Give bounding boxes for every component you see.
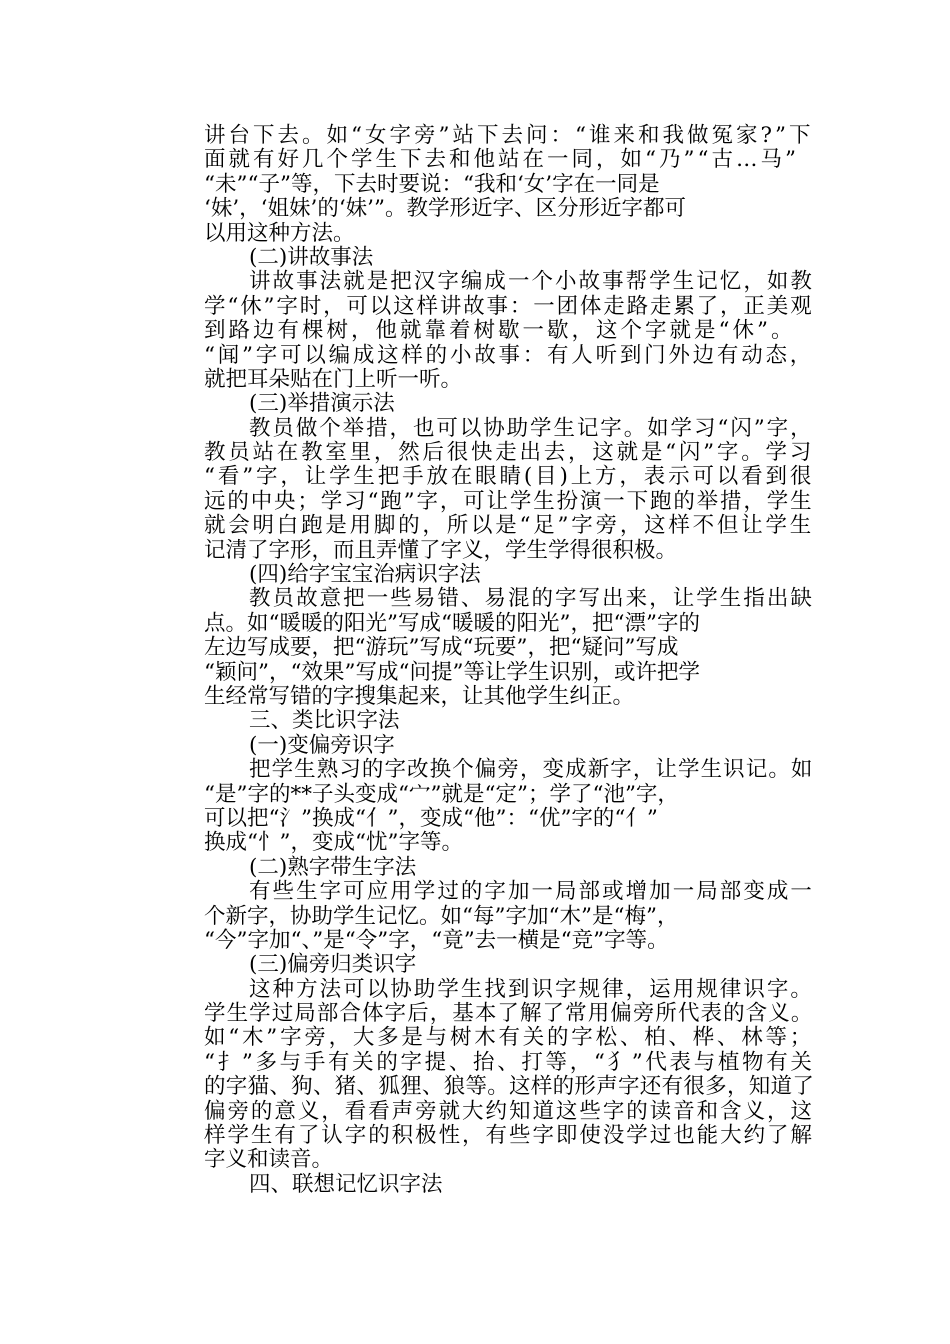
- text-line: 远的中央；学习“跑”字，可让学生扮演一下跑的举措，学生: [204, 488, 814, 514]
- text-line: 这种方法可以协助学生找到识字规律，运用规律识字。: [249, 976, 814, 1002]
- text-line: 生经常写错的字搜集起来，让其他学生纠正。: [204, 683, 635, 709]
- body-text: [204, 124, 814, 1197]
- section-heading: (三)偏旁归类识字: [249, 952, 417, 978]
- text-line: 的字猫、狗、猪、狐狸、狼等。这样的形声字还有很多，知道了: [204, 1074, 815, 1100]
- text-line: 学“休”字时，可以这样讲故事：一团体走路走累了，正美观: [204, 293, 814, 319]
- section-heading: (二)熟字带生字法: [249, 854, 417, 880]
- text-line: 以用这种方法。: [204, 220, 355, 246]
- text-line: 记清了字形，而且弄懂了字义，学生学得很积极。: [204, 537, 678, 563]
- text-line: 就把耳朵贴在门上听一听。: [204, 366, 463, 392]
- text-line: 字义和读音。: [204, 1147, 334, 1173]
- text-line: 到路边有棵树，他就靠着树歇一歇，这个字就是“休”。: [204, 318, 796, 344]
- text-line: “未”“子”等，下去时要说：“我和‘女’字在一同是: [204, 171, 660, 197]
- text-line: “看”字，让学生把手放在眼睛(目)上方，表示可以看到很: [204, 464, 815, 490]
- text-line: ‘妹’，‘姐妹’的‘妹’”。教学形近字、区分形近字都可: [204, 196, 686, 222]
- text-line: 教员故意把一些易错、易混的字写出来，让学生指出缺: [249, 586, 814, 612]
- section-heading: (四)给字宝宝治病识字法: [249, 562, 481, 588]
- text-line: 教员做个举措，也可以协助学生记字。如学习“闪”字，: [249, 415, 814, 441]
- text-line: 换成“忄”，变成“忧”字等。: [204, 830, 463, 856]
- text-line: 样学生有了认字的积极性，有些字即使没学过也能大约了解: [204, 1123, 814, 1149]
- text-line: 学生学过局部合体字后，基本了解了常用偏旁所代表的含义。: [204, 1001, 814, 1027]
- section-heading: (三)举措演示法: [249, 391, 395, 417]
- text-line: 偏旁的意义，看看声旁就大约知道这些字的读音和含义，这: [204, 1098, 814, 1124]
- text-line: 就会明白跑是用脚的，所以是“足”字旁，这样不但让学生: [204, 513, 815, 539]
- chapter-heading: 三、类比识字法: [249, 708, 400, 734]
- chapter-heading: 四、联想记忆识字法: [249, 1171, 443, 1197]
- section-heading: (二)讲故事法: [249, 244, 374, 270]
- text-line: 面就有好几个学生下去和他站在一同，如“乃”“古…马”: [204, 147, 799, 173]
- text-line: 讲故事法就是把汉字编成一个小故事帮学生记忆，如教: [249, 269, 814, 295]
- text-line: “闻”字可以编成这样的小故事：有人听到门外边有动态，: [204, 342, 815, 368]
- text-line: 个新字，协助学生记忆。如“每”字加“木”是“梅”，: [204, 903, 679, 929]
- text-line: “扌”多与手有关的字提、抬、打等，“犭”代表与植物有关: [204, 1049, 815, 1075]
- text-line: 把学生熟习的字改换个偏旁，变成新字，让学生识记。如: [249, 757, 814, 783]
- text-line: 有些生字可应用学过的字加一局部或增加一局部变成一: [249, 879, 814, 905]
- text-line: 如“木”字旁，大多是与树木有关的字松、柏、桦、林等；: [204, 1025, 815, 1051]
- text-line: 可以把“氵”换成“亻”，变成“他”：“优”字的“亻”: [204, 805, 658, 831]
- text-line: 教员站在教室里，然后很快走出去，这就是“闪”字。学习: [204, 440, 815, 466]
- text-line: 点。如“暖暖的阳光”写成“暖暖的阳光”，把“漂”字的: [204, 610, 700, 636]
- section-heading: (一)变偏旁识字: [249, 732, 395, 758]
- text-line: “今”字加“、”是“令”字，“竟”去一横是“竞”字等。: [204, 927, 669, 953]
- text-line: “颖问”，“效果”写成“问提”等让学生识别，或许把学: [204, 659, 700, 685]
- text-line: 讲台下去。如“女字旁”站下去问：“谁来和我做冤家?”下: [204, 123, 814, 148]
- text-line: 左边写成要，把“游玩”写成“玩要”，把“疑问”写成: [204, 635, 679, 661]
- text-line: “是”字的**子头变成“宀”就是“定”；学了“池”字，: [204, 781, 679, 807]
